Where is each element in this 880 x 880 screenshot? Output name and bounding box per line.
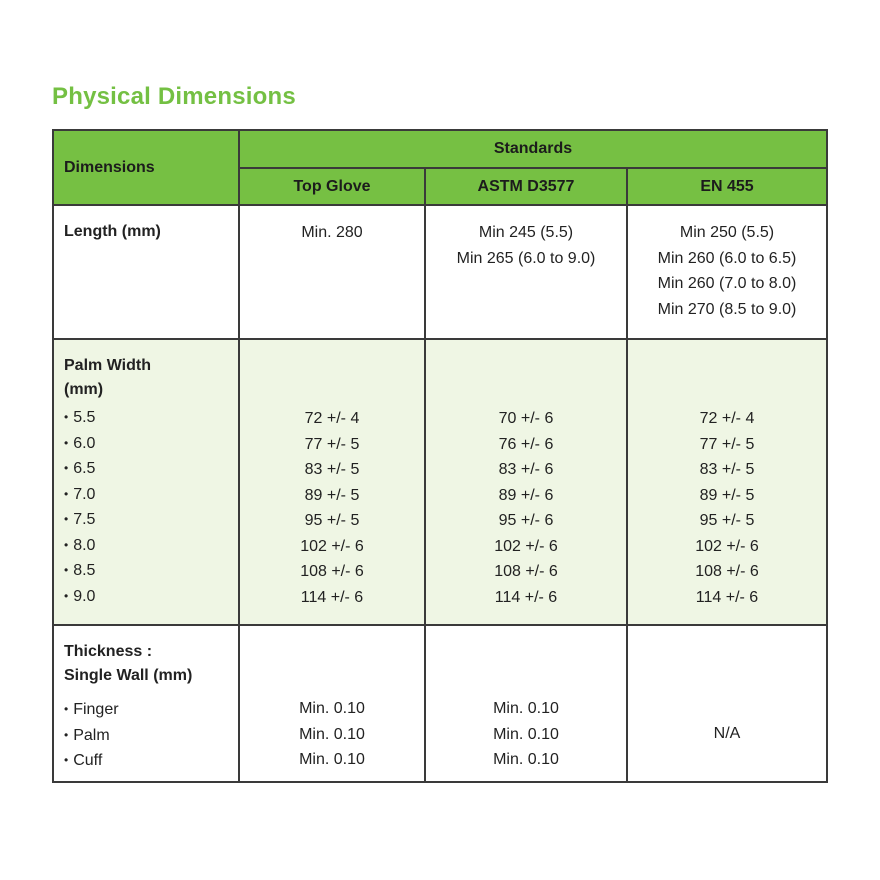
list-item: 95 +/- 5 (304, 512, 360, 529)
list-item: • 7.0 (64, 482, 238, 508)
thickness-top-glove (240, 696, 424, 773)
list-item: Min 260 (7.0 to 8.0) (657, 275, 797, 292)
table-row-palm-width (53, 339, 827, 625)
list-item: • 9.0 (64, 584, 238, 610)
list-item: Min. 0.10 (299, 725, 365, 743)
palm-width-sizes (64, 405, 238, 609)
list-item: 77 +/- 5 (699, 435, 755, 453)
thickness-parts (64, 697, 238, 774)
thickness-astm (426, 696, 626, 773)
list-item: Min. 0.10 (299, 751, 365, 768)
dimensions-header: Dimensions (53, 130, 239, 205)
list-item: • 8.0 (64, 533, 238, 559)
list-item: 83 +/- 5 (699, 461, 755, 478)
list-item: 95 +/- 5 (699, 512, 755, 529)
list-item: • Palm (64, 723, 238, 749)
list-item: 108 +/- 6 (300, 563, 364, 580)
column-header-en455: EN 455 (627, 168, 827, 205)
standards-header: Standards (239, 130, 827, 168)
list-item: 72 +/- 4 (699, 410, 755, 427)
list-item: Min 270 (8.5 to 9.0) (657, 300, 797, 318)
palm-width-label-line2: (mm) (64, 381, 104, 398)
list-item: • 7.5 (64, 507, 238, 533)
thickness-label-line1: Thickness : (64, 643, 153, 660)
page-title: Physical Dimensions (52, 83, 296, 110)
thickness-en455: N/A (713, 725, 741, 742)
list-item: 89 +/- 5 (699, 486, 755, 504)
list-item: 70 +/- 6 (498, 410, 554, 427)
list-item: • 8.5 (64, 558, 238, 584)
list-item: 102 +/- 6 (494, 537, 558, 555)
list-item: Min. 0.10 (493, 751, 559, 768)
list-item: 89 +/- 6 (498, 486, 554, 504)
list-item: Min. 0.10 (299, 700, 365, 717)
list-item: • 5.5 (64, 405, 238, 431)
list-item: 114 +/- 6 (494, 588, 558, 606)
list-item: • Cuff (64, 748, 238, 774)
list-item: Min 260 (6.0 to 6.5) (657, 249, 797, 267)
length-en455 (628, 220, 826, 322)
list-item: • 6.5 (64, 456, 238, 482)
list-item: 114 +/- 6 (300, 588, 364, 606)
column-header-top-glove: Top Glove (239, 168, 425, 205)
list-item: 83 +/- 5 (304, 461, 360, 478)
thickness-label-line2: Single Wall (mm) (64, 667, 193, 684)
list-item: 102 +/- 6 (695, 537, 759, 555)
length-astm (426, 220, 626, 271)
palm-width-astm (426, 406, 626, 610)
list-item: Min 265 (6.0 to 9.0) (456, 249, 596, 267)
column-header-astm: ASTM D3577 (425, 168, 627, 205)
list-item: 77 +/- 5 (304, 435, 360, 453)
list-item: • 6.0 (64, 431, 238, 457)
list-item: Min. 0.10 (493, 725, 559, 743)
list-item: 108 +/- 6 (494, 563, 558, 580)
length-label: Length (mm) (64, 223, 161, 240)
dimensions-table (52, 129, 828, 783)
list-item: 114 +/- 6 (695, 588, 759, 606)
list-item: 108 +/- 6 (695, 563, 759, 580)
list-item: Min. 0.10 (493, 700, 559, 717)
list-item: Min 245 (5.5) (478, 224, 574, 241)
palm-width-en455 (628, 406, 826, 610)
list-item: Min. 280 (301, 224, 363, 241)
length-top-glove (240, 220, 424, 246)
list-item: 72 +/- 4 (304, 410, 360, 427)
list-item: 95 +/- 6 (498, 512, 554, 529)
list-item: Min 250 (5.5) (679, 224, 775, 241)
palm-width-top-glove (240, 406, 424, 610)
table-row-length (53, 205, 827, 339)
table-row-thickness (53, 625, 827, 782)
list-item: 83 +/- 6 (498, 461, 554, 478)
list-item: 102 +/- 6 (300, 537, 364, 555)
list-item: 76 +/- 6 (498, 435, 554, 453)
list-item: 89 +/- 5 (304, 486, 360, 504)
palm-width-label-line1: Palm Width (64, 357, 151, 374)
list-item: • Finger (64, 697, 238, 723)
